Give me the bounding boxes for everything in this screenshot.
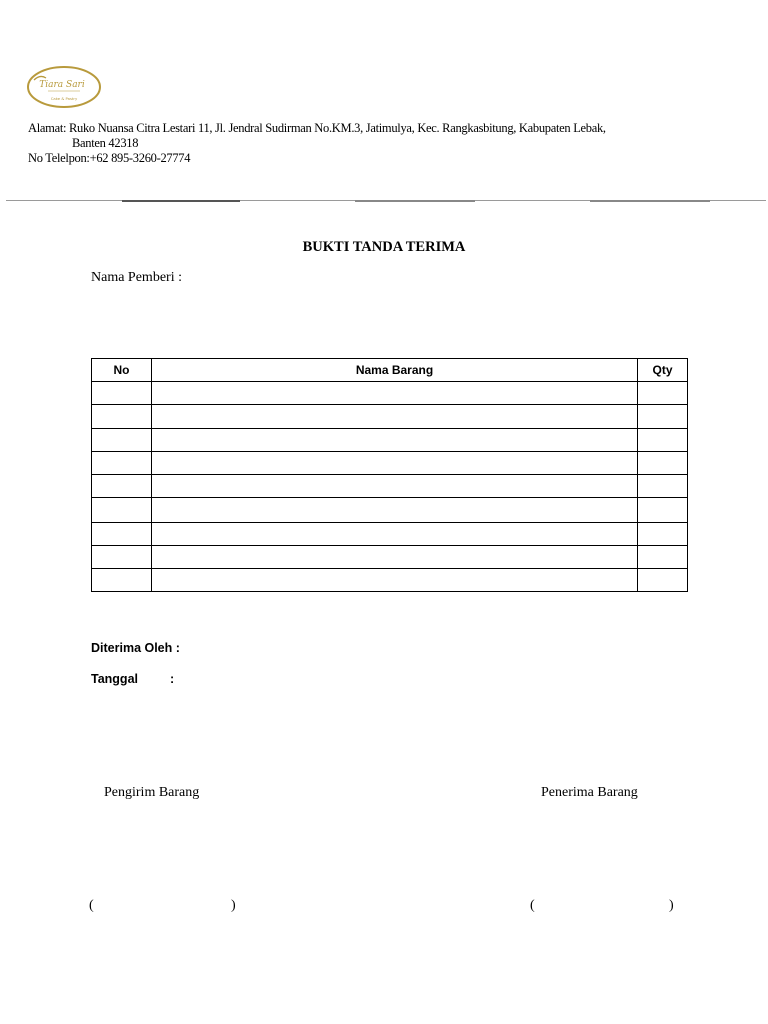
table-cell-item-name[interactable] bbox=[152, 546, 638, 569]
logo-script-text: Tiara Sari bbox=[39, 80, 85, 90]
column-header-no: No bbox=[92, 359, 152, 382]
logo-sub-text: Cake & Pastry bbox=[50, 96, 78, 101]
sender-signature-label: Pengirim Barang bbox=[104, 785, 200, 800]
table-cell-item-name[interactable] bbox=[152, 405, 638, 429]
received-by-label: Diterima Oleh : bbox=[91, 641, 180, 655]
table-cell-qty[interactable] bbox=[638, 498, 688, 523]
table-cell-item-name[interactable] bbox=[152, 382, 638, 405]
table-cell-item-name[interactable] bbox=[152, 569, 638, 592]
table-row bbox=[92, 452, 688, 475]
table-cell-qty[interactable] bbox=[638, 546, 688, 569]
address-line-2: Banten 42318 bbox=[72, 136, 139, 150]
phone-line: No Telelpon:+62 895-3260-27774 bbox=[28, 151, 191, 165]
table-cell-no[interactable] bbox=[92, 382, 152, 405]
table-cell-qty[interactable] bbox=[638, 523, 688, 546]
header-divider-accent bbox=[355, 200, 475, 202]
address-block bbox=[28, 121, 606, 166]
date-colon: : bbox=[170, 672, 175, 686]
table-cell-qty[interactable] bbox=[638, 382, 688, 405]
table-header-row bbox=[92, 359, 688, 382]
receiver-signature-label: Penerima Barang bbox=[541, 785, 638, 800]
table-row bbox=[92, 429, 688, 452]
items-table bbox=[91, 358, 688, 592]
receiver-signature-open-paren: ( bbox=[530, 898, 535, 913]
table-row bbox=[92, 382, 688, 405]
date-label: Tanggal bbox=[91, 672, 138, 686]
table-row bbox=[92, 405, 688, 429]
table-cell-qty[interactable] bbox=[638, 405, 688, 429]
tiara-sari-logo-icon bbox=[26, 64, 104, 110]
table-cell-no[interactable] bbox=[92, 452, 152, 475]
table-cell-no[interactable] bbox=[92, 569, 152, 592]
table-cell-qty[interactable] bbox=[638, 569, 688, 592]
column-header-qty: Qty bbox=[638, 359, 688, 382]
table-cell-no[interactable] bbox=[92, 429, 152, 452]
table-cell-no[interactable] bbox=[92, 523, 152, 546]
sender-signature-open-paren: ( bbox=[89, 898, 94, 913]
header-divider-accent bbox=[590, 200, 710, 202]
address-line-1: Alamat: Ruko Nuansa Citra Lestari 11, Jl. Jendral Sudirman No.KM.3, Jatimulya, Kec. Rangkasbitung, Kabupaten Lebak, bbox=[28, 121, 606, 135]
table-cell-no[interactable] bbox=[92, 546, 152, 569]
table-cell-no[interactable] bbox=[92, 475, 152, 498]
table-row bbox=[92, 475, 688, 498]
sender-signature-close-paren: ) bbox=[231, 898, 236, 913]
receiver-signature-close-paren: ) bbox=[669, 898, 674, 913]
table-cell-item-name[interactable] bbox=[152, 475, 638, 498]
table-cell-qty[interactable] bbox=[638, 475, 688, 498]
table-cell-item-name[interactable] bbox=[152, 429, 638, 452]
table-cell-item-name[interactable] bbox=[152, 452, 638, 475]
table-row bbox=[92, 546, 688, 569]
header-divider-accent bbox=[122, 200, 240, 202]
table-cell-item-name[interactable] bbox=[152, 498, 638, 523]
page-title: BUKTI TANDA TERIMA bbox=[302, 239, 466, 255]
table-cell-qty[interactable] bbox=[638, 452, 688, 475]
table-row bbox=[92, 569, 688, 592]
table-cell-item-name[interactable] bbox=[152, 523, 638, 546]
table-cell-no[interactable] bbox=[92, 405, 152, 429]
column-header-item-name: Nama Barang bbox=[152, 359, 638, 382]
giver-label: Nama Pemberi : bbox=[91, 270, 182, 285]
table-row bbox=[92, 498, 688, 523]
table-row bbox=[92, 523, 688, 546]
table-cell-no[interactable] bbox=[92, 498, 152, 523]
table-cell-qty[interactable] bbox=[638, 429, 688, 452]
